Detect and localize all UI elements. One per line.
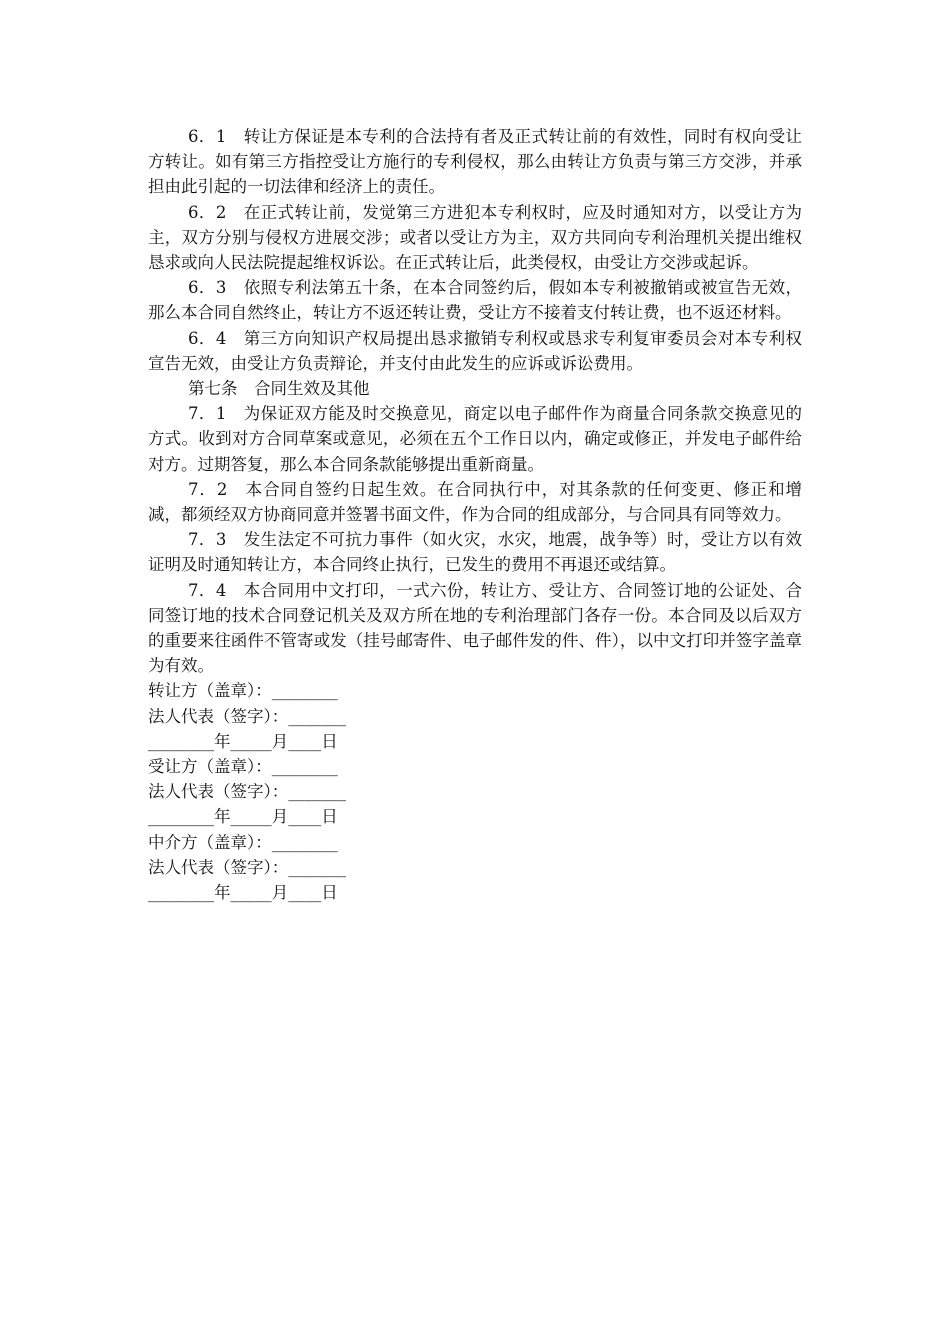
- clause-text: 为保证双方能及时交换意见，商定以电子邮件作为商量合同条款交换意见的方式。收到对方合同草案或意见，必须在五个工作日以内，确定或修正，并发电子邮件给对方。过期答复，那么本合同条款能够提出重新商量。: [148, 404, 803, 474]
- clause-7-1: [148, 401, 802, 477]
- clause-text: 本合同自签约日起生效。在合同执行中，对其条款的任何变更、修正和增减，都须经双方协商同意并签署书面文件，作为合同的组成部分，与合同具有同等效力。: [148, 479, 803, 525]
- clause-6-4: [148, 326, 802, 376]
- signature-block: [148, 678, 802, 905]
- clause-number: 7．2: [188, 479, 228, 499]
- clause-6-3: [148, 275, 802, 325]
- clause-text: 转让方保证是本专利的合法持有者及正式转让前的有效性，同时有权向受让方转让。如有第三方指控受让方施行的专利侵权，那么由转让方负责与第三方交涉，并承担由此引起的一切法律和经济上的责任。: [148, 127, 803, 197]
- clause-text: 依照专利法第五十条，在本合同签约后，假如本专利被撤销或被宣告无效，那么本合同自然终止，转让方不返还转让费，受让方不接着支付转让费，也不返还材料。: [148, 278, 803, 323]
- clause-text: 本合同用中文打印，一式六份，转让方、受让方、合同签订地的公证处、合同签订地的技术合同登记机关及双方所在地的专利治理部门各存一份。本合同及以后双方的重要来往函件不管寄或发（挂号邮寄件、电子邮件发的件、件），以中文打印并签字盖章为有效。: [148, 580, 803, 676]
- clause-7-3: [148, 527, 802, 577]
- clause-number: 6．1: [188, 127, 227, 146]
- clause-number: 6．4: [188, 328, 227, 348]
- transferor-rep-line: 法人代表（签字）：_______: [148, 706, 346, 726]
- intermediary-rep-line: 法人代表（签字）：_______: [148, 857, 346, 877]
- transferee-rep-line: 法人代表（签字）：_______: [148, 782, 346, 802]
- clause-text: 发生法定不可抗力事件（如火灾，水灾，地震，战争等）时，受让方以有效证明及时通知转让方，本合同终止执行，已发生的费用不再退还或结算。: [148, 530, 803, 575]
- clause-number: 7．1: [188, 404, 227, 424]
- intermediary-seal-line: 中介方（盖章）：________: [148, 832, 338, 852]
- transferor-seal-line: 转让方（盖章）：________: [148, 681, 338, 701]
- clause-number: 7．3: [188, 530, 227, 550]
- transferee-seal-line: 受让方（盖章）：________: [148, 757, 338, 777]
- clause-number: 6．3: [188, 278, 227, 298]
- clause-number: 6．2: [188, 202, 227, 222]
- clause-6-1: [148, 124, 802, 200]
- clause-7-4: [148, 578, 802, 679]
- clause-6-2: [148, 200, 802, 276]
- clause-text: 在正式转让前，发觉第三方进犯本专利权时，应及时通知对方，以受让方为主，双方分别与侵权方进展交涉；或者以受让方为主，双方共同向专利治理机关提出维权恳求或向人民法院提起维权诉讼。在正式转让后，此类侵权，由受让方交涉或起诉。: [148, 202, 803, 273]
- clause-text: 第三方向知识产权局提出恳求撤销专利权或恳求专利复审委员会对本专利权宣告无效，由受让方负责辩论，并支付由此发生的应诉或诉讼费用。: [148, 328, 803, 373]
- article-7-heading: 第七条 合同生效及其他: [188, 379, 370, 399]
- contract-body: [148, 124, 802, 905]
- clause-7-2: [148, 477, 802, 527]
- transferee-date-line: ________年_____月____日: [148, 807, 338, 827]
- clause-number: 7．4: [188, 580, 227, 600]
- intermediary-date-line: ________年_____月____日: [148, 883, 338, 903]
- transferor-date-line: ________年_____月____日: [148, 731, 338, 751]
